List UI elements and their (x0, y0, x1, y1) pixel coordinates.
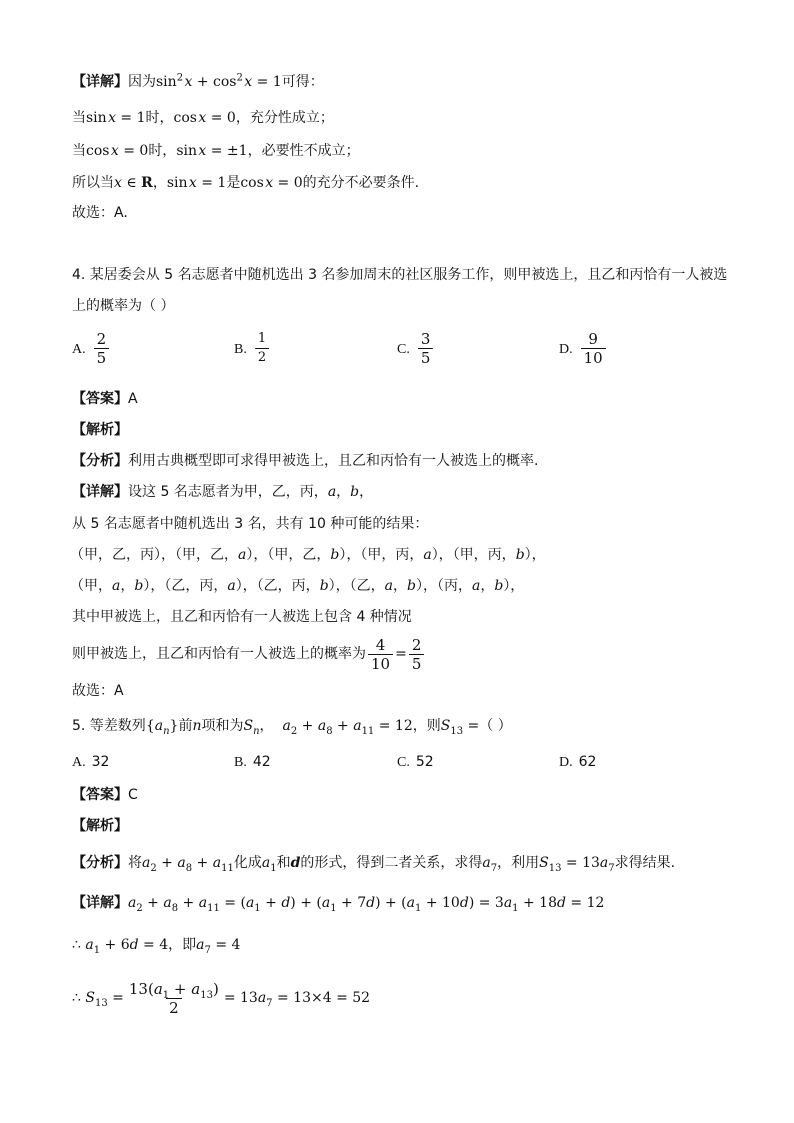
answer-tag: 【答案】 (72, 391, 128, 407)
q5-answer: 【答案】C (72, 787, 138, 803)
q5-detail-1: 【详解】$a_2 + a_8 + a_{11} = (a_1 + d) + (a_1 + 7d) + (a_1 + 10d) = 3a_1 + 18d = 12$ (72, 895, 605, 914)
q5-detail-3: ∴ $S_{13}$ = $\frac{13(a_1 + a_{13})}{2}$ = $13a_7 = 13\times 4 = 52$ (72, 979, 371, 1017)
q4-detail-2: 从 5 名志愿者中随机选出 3 名，共有 10 种可能的结果： (72, 516, 429, 532)
q4-answer: 【答案】A (72, 391, 138, 407)
q5-analysis-tag: 【解析】 (72, 818, 128, 834)
q5-stem: 5. 等差数列$\{a_n\}$前n项和为$S_n$， $a_2 + a_8 + a_{11} = 12$，则$S_{13}$ =（ ） (72, 718, 512, 737)
q5-options (72, 754, 722, 776)
detail-line-4: 所以当x ∈ R，sin x = 1是cos x = 0的充分不必要条件. (72, 175, 420, 191)
q5-option-d: D. 62 (559, 754, 597, 770)
q5-option-b: B. 42 (234, 754, 271, 770)
detail-line-1: 【详解】因为$\sin^2$ $x + \cos^2$ x = 1可得： (72, 72, 324, 90)
q4-option-b: B. $\frac{1}{2}$ (234, 330, 271, 367)
q4-option-d: D. $\frac{9}{10}$ (559, 330, 608, 367)
q4-outcomes-row-1: （甲，乙，丙），（甲，乙，a），（甲，乙，b），（甲，丙，a），（甲，丙，b）， (70, 547, 546, 563)
q5-option-c: C. 52 (397, 754, 434, 770)
detail-tag: 【详解】 (72, 74, 128, 90)
q5-option-a: A. 32 (72, 754, 110, 770)
q4-option-c: C. $\frac{3}{5}$ (397, 330, 435, 367)
q4-option-a: A. $\frac{2}{5}$ (72, 330, 111, 367)
q5-fenxi: 【分析】将$a_2 + a_8 + a_{11}$化成$a_1$和d的形式，得到二者关系，求得$a_7$，利用$S_{13} = 13a_7$求得结果. (72, 855, 676, 874)
detail-line-3: 当cos x = 0时，sin x = ±1，必要性不成立； (72, 143, 360, 159)
detail-line-2: 当sin x = 1时，cos x = 0，充分性成立； (72, 110, 334, 126)
math-identity: $\sin^2$ $x + \cos^2$ x = 1 (156, 72, 282, 90)
q4-outcomes-row-2: （甲，a，b），（乙，丙，a），（乙，丙，b），（乙，a，b），（丙，a，b）， (70, 578, 525, 594)
detail-line-5: 故选：A. (72, 205, 128, 221)
q4-stem-line-1: 4. 某居委会从 5 名志愿者中随机选出 3 名参加周末的社区服务工作，则甲被选上，且乙和丙恰有一人被选 (72, 267, 728, 283)
q4-detail-1: 【详解】设这 5 名志愿者为甲，乙，丙，a，b， (72, 484, 374, 500)
q4-fenxi: 【分析】利用古典概型即可求得甲被选上，且乙和丙恰有一人被选上的概率. (72, 453, 539, 469)
q4-analysis-tag: 【解析】 (72, 422, 128, 438)
q4-detail-6: 则甲被选上，且乙和丙恰有一人被选上的概率为 $\frac{4}{10}$ = $\frac{2}{5}$ (72, 632, 426, 676)
q4-detail-5: 其中甲被选上，且乙和丙恰有一人被选上包含 4 种情况 (72, 609, 412, 625)
q4-stem-line-2: 上的概率为（ ） (72, 298, 175, 314)
q5-detail-2: ∴ $a_1 + 6d = 4$，即$a_7 = 4$ (72, 937, 241, 956)
q4-detail-7: 故选：A (72, 683, 124, 699)
q4-options (72, 330, 722, 374)
